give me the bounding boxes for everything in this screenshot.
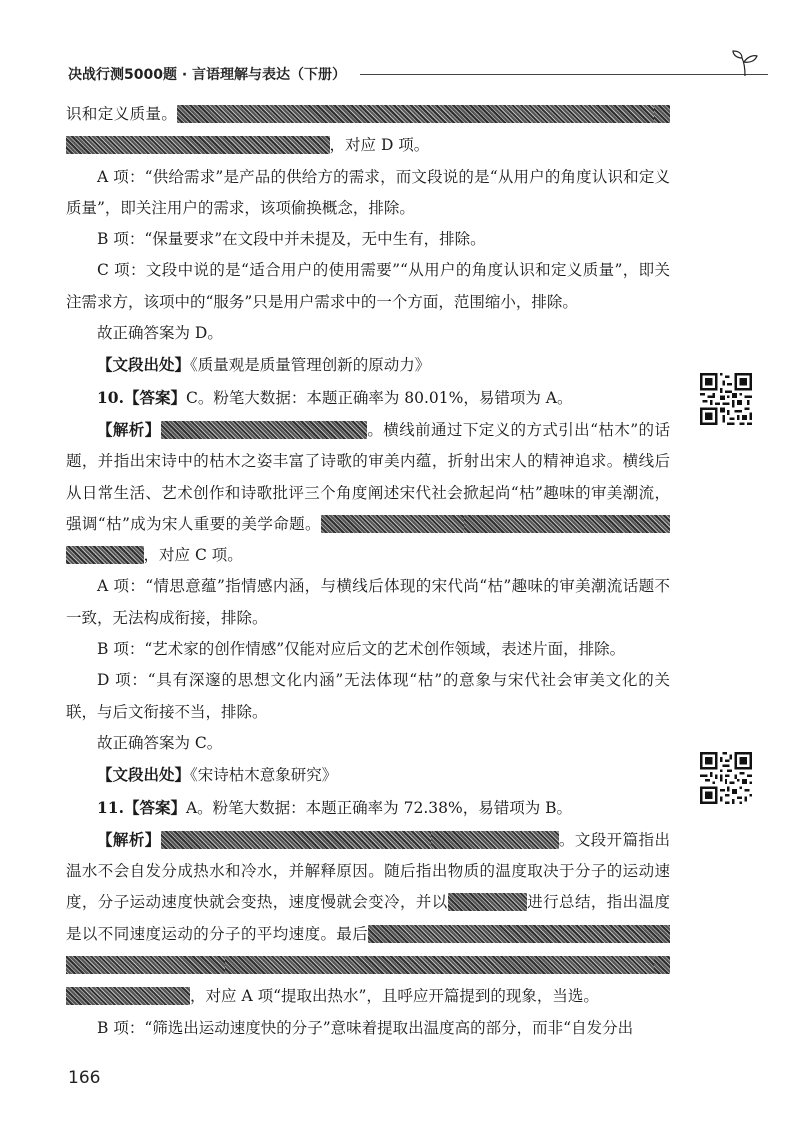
redacted-text — [448, 893, 528, 911]
q11-answer: 11.【答案】A。粉笔大数据：本题正确率为 72.38%，易错项为 B。 — [97, 797, 573, 817]
redacted-text — [431, 831, 558, 849]
q9-analysis-end: 识和定义质量。，对应 D 项。 — [66, 99, 670, 162]
q9-conclusion: 故正确答案为 D。 — [97, 324, 223, 343]
running-header — [68, 52, 768, 88]
q11-option-b: B 项：“筛选出运动速度快的分子”意味着提取出温度高的部分，而非“自发分出 — [97, 1018, 634, 1037]
q10-option-b: B 项：“艺术家的创作情感”仅能对应后文的艺术创作领域，表述片面，排除。 — [97, 640, 626, 659]
q9-source: 【文段出处】《质量观是质量管理创新的原动力》 — [97, 355, 431, 375]
q9-option-b: B 项：“保量要求”在文段中并未提及，无中生有，排除。 — [97, 230, 486, 249]
q10-conclusion: 故正确答案为 C。 — [97, 733, 223, 752]
redacted-text — [161, 831, 432, 849]
header-rule — [360, 74, 768, 75]
q10-option-d: D 项：“具有深邃的思想文化内涵”无法体现“枯”的意象与宋代社会审美文化的关联，与后文衔接不当，排除。 — [66, 671, 670, 721]
qr-code-icon[interactable] — [700, 752, 752, 804]
q9-option-a: A 项：“供给需求”是产品的供给方的需求，而文段说的是“从用户的角度认识和定义质量”，即关注用户的需求，该项偷换概念，排除。 — [66, 167, 670, 217]
q11-analysis: 【解析】 。文段开篇指出温水不会自发分成热水和冷水，并解释原因。随后指出物质的温度取决于分子的运动速度，分子运动速度快就会变热，速度慢就会变冷，并以 进行总结，指出温度是以不同速度运动的分子的平均速度。最后，对应 A 项“提取出热水”，且呼应开篇提到的现象，当选。 — [66, 829, 670, 1006]
redacted-text — [177, 105, 654, 123]
redacted-text — [321, 515, 464, 533]
book-title: 决战行测5000题 · 言语理解与表达（下册） — [68, 67, 347, 83]
q10-analysis: 【解析】 。横线前通过下定义的方式引出“枯木”的话题，并指出宋诗中的枯木之姿丰富了诗歌的审美内蕴，折射出宋人的精神追求。横线后从日常生活、艺术创作和诗歌批评三个角度阐述宋代社会掀起尚“枯”趣味的审美潮流，强调“枯”成为宋人重要的美学命题。，对应 C 项。 — [66, 419, 670, 565]
q10-option-a: A 项：“情思意蕴”指情感内涵，与横线后体现的宋代尚“枯”趣味的审美潮流话题不一致，无法构成衔接，排除。 — [66, 577, 670, 627]
sprout-icon — [730, 48, 760, 78]
q10-source: 【文段出处】《宋诗枯木意象研究》 — [97, 765, 338, 785]
redacted-text — [225, 956, 654, 974]
redacted-text — [161, 421, 368, 439]
q9-option-c: C 项：文段中说的是“适合用户的使用需要”“从用户的角度认识和定义质量”，即关注需求方，该项中的“服务”只是用户需求中的一个方面，范围缩小，排除。 — [66, 261, 670, 311]
q10-answer: 10.【答案】C。粉笔大数据：本题正确率为 80.01%，易错项为 A。 — [97, 387, 573, 407]
page-number: 166 — [68, 1068, 101, 1088]
page-body — [66, 99, 670, 1044]
qr-code-icon[interactable] — [700, 373, 752, 425]
